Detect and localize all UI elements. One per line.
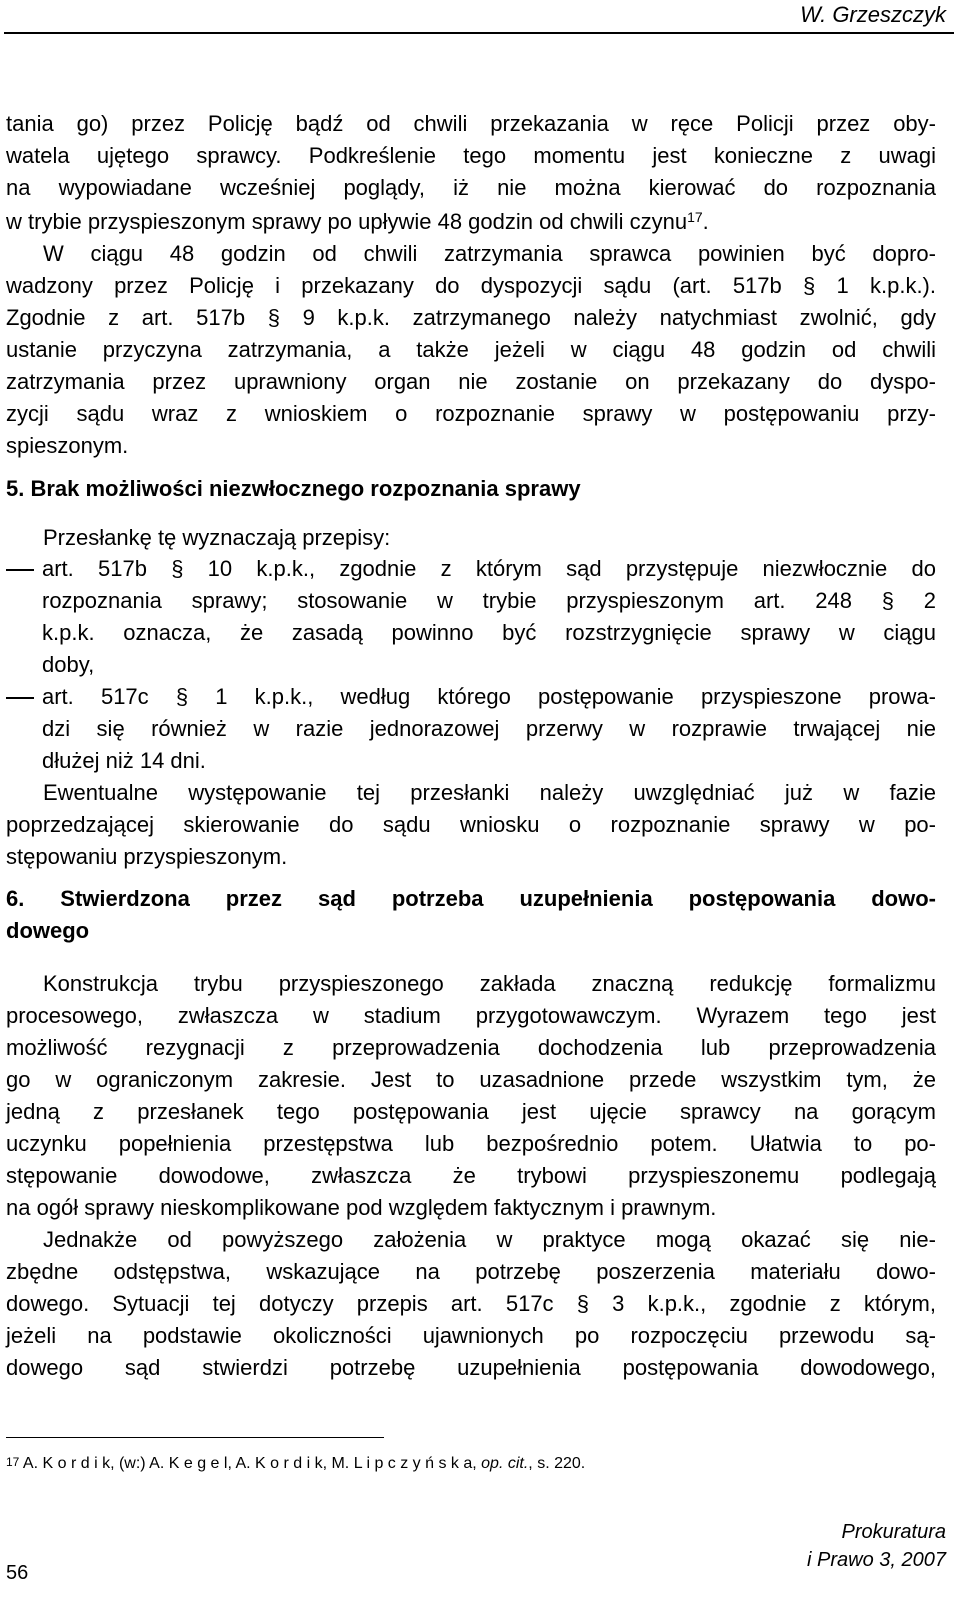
paragraph-line: Konstrukcja trybu przyspieszonego zakłada znaczną redukcję formalizmu	[43, 971, 936, 996]
header-rule	[4, 32, 954, 34]
paragraph-line: Zgodnie z art. 517b § 9 k.p.k. zatrzymanego należy natychmiast zwolnić, gdy	[6, 305, 936, 330]
paragraph-line: watela ujętego sprawcy. Podkreślenie tego momentu jest konieczne z uwagi	[6, 143, 936, 168]
list-item-line: k.p.k. oznacza, że zasadą powinno być rozstrzygnięcie sprawy w ciągu	[42, 620, 936, 645]
paragraph-line: uczynku popełnienia przestępstwa lub bezpośrednio potem. Ułatwia to po-	[6, 1131, 936, 1156]
list-item-line: rozpoznania sprawy; stosowanie w trybie przyspieszonym art. 248 § 2	[42, 588, 936, 613]
paragraph-line	[6, 206, 936, 237]
paragraph-line: jeżeli na podstawie okoliczności ujawnionych po rozpoczęciu przewodu są-	[6, 1323, 936, 1348]
paragraph-line: stępowanie dowodowe, zwłaszcza że trybowi przyspieszonemu podlegają	[6, 1163, 936, 1188]
page-number: 56	[6, 1562, 29, 1584]
list-item-line: dłużej niż 14 dni.	[42, 748, 206, 773]
footnote	[6, 1455, 585, 1473]
paragraph-line: zbędne odstępstwa, wskazujące na potrzebę poszerzenia materiału dowo-	[6, 1259, 936, 1284]
paragraph-line: procesowego, zwłaszcza w stadium przygotowawczym. Wyrazem tego jest	[6, 1003, 936, 1028]
paragraph-line: zatrzymania przez uprawniony organ nie zostanie on przekazany do dyspo-	[6, 369, 936, 394]
paragraph-line: dowego sąd stwierdzi potrzebę uzupełnienia postępowania dowodowego,	[6, 1355, 936, 1380]
journal-issue: i Prawo 3, 2007	[807, 1549, 946, 1571]
paragraph-line: Ewentualne występowanie tej przesłanki należy uwzględniać już w fazie	[43, 780, 936, 805]
section-heading-5: 5. Brak możliwości niezwłocznego rozpoznania sprawy	[6, 476, 581, 501]
list-item-line: art. 517b § 10 k.p.k., zgodnie z którym sąd przystępuje niezwłocznie do	[42, 556, 936, 581]
section-heading-6: 6. Stwierdzona przez sąd potrzeba uzupełnienia postępowania dowo-	[6, 886, 936, 911]
list-intro: Przesłankę tę wyznaczają przepisy:	[43, 525, 391, 550]
paragraph-line: ustanie przyczyna zatrzymania, a także jeżeli w ciągu 48 godzin od chwili	[6, 337, 936, 362]
list-item-line: art. 517c § 1 k.p.k., według którego postępowanie przyspieszone prowa-	[42, 684, 936, 709]
paragraph-line: W ciągu 48 godzin od chwili zatrzymania sprawca powinien być dopro-	[43, 241, 936, 266]
paragraph-line: na wypowiadane wcześniej poglądy, iż nie można kierować do rozpoznania	[6, 175, 936, 200]
footnote-page: , s. 220.	[528, 1455, 586, 1472]
line-end: .	[702, 209, 709, 234]
paragraph-line: tania go) przez Policję bądź od chwili przekazania w ręce Policji przez oby-	[6, 111, 936, 136]
list-bullet-dash	[6, 569, 34, 571]
paragraph-line: jedną z przesłanek tego postępowania jest ujęcie sprawcy na gorącym	[6, 1099, 936, 1124]
paragraph-line: zycji sądu wraz z wnioskiem o rozpoznanie sprawy w postępowaniu przy-	[6, 401, 936, 426]
running-footer-journal	[807, 1518, 946, 1574]
list-item-line: doby,	[42, 652, 95, 677]
line-text: w trybie przyspieszonym sprawy po upływie 48 godzin od chwili czynu	[6, 209, 688, 234]
paragraph-line: na ogół sprawy nieskomplikowane pod względem faktycznym i prawnym.	[6, 1195, 717, 1220]
paragraph-line: dowego. Sytuacji tej dotyczy przepis art. 517c § 3 k.p.k., zgodnie z którym,	[6, 1291, 936, 1316]
footnote-rule	[6, 1437, 384, 1438]
paragraph-line: spieszonym.	[6, 433, 129, 458]
paragraph-line: go w ograniczonym zakresie. Jest to uzasadnione przede wszystkim tym, że	[6, 1067, 936, 1092]
footnote-opcit: op. cit.	[481, 1455, 529, 1472]
paragraph-line: możliwość rezygnacji z przeprowadzenia dochodzenia lub przeprowadzenia	[6, 1035, 936, 1060]
list-bullet-dash	[6, 697, 34, 699]
paragraph-line: stępowaniu przyspieszonym.	[6, 844, 288, 869]
journal-name: Prokuratura	[841, 1521, 946, 1543]
paragraph-line: poprzedzającej skierowanie do sądu wniosku o rozpoznanie sprawy w po-	[6, 812, 936, 837]
footnote-reference: 17	[687, 209, 703, 225]
paragraph-line: Jednakże od powyższego założenia w praktyce mogą okazać się nie-	[43, 1227, 936, 1252]
section-heading-6-cont: dowego	[6, 918, 90, 943]
footnote-number: 17	[6, 1455, 20, 1469]
footnote-authors: A. K o r d i k, (w:) A. K e g e l, A. K o r d i k, M. L i p c z y ń s k a,	[22, 1455, 477, 1472]
list-item-line: dzi się również w razie jednorazowej przerwy w rozprawie trwającej nie	[42, 716, 936, 741]
running-header-author: W. Grzeszczyk	[800, 2, 946, 27]
paragraph-line: wadzony przez Policję i przekazany do dyspozycji sądu (art. 517b § 1 k.p.k.).	[6, 273, 936, 298]
